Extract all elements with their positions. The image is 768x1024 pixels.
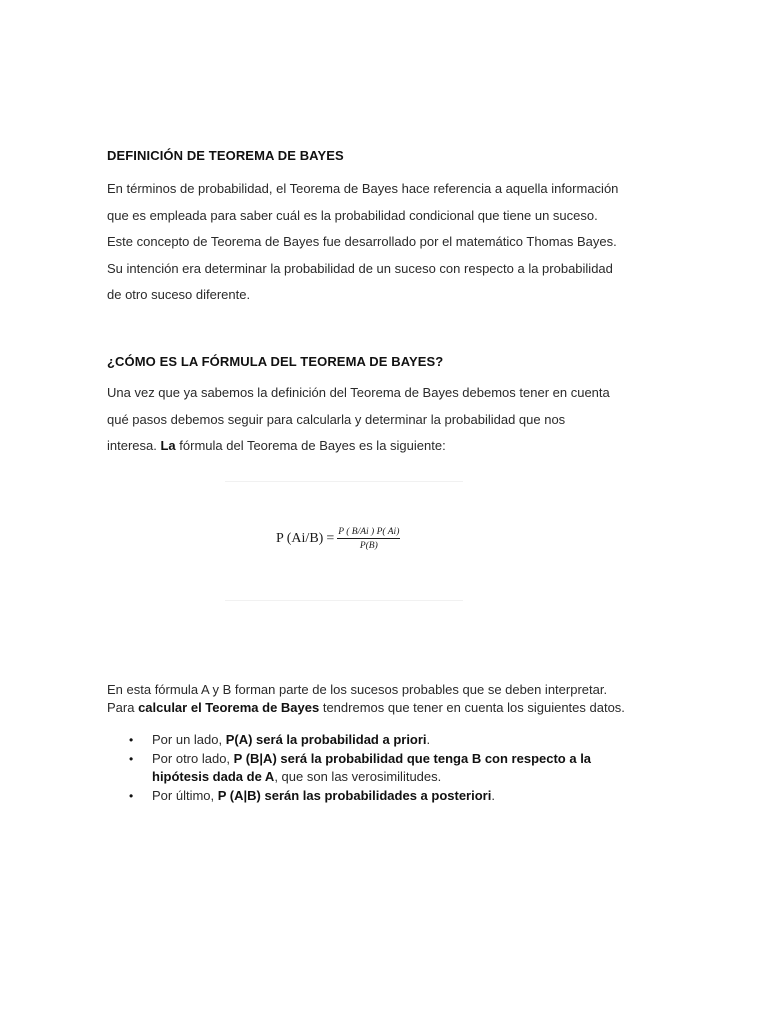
text-run: Por otro lado,: [152, 750, 234, 766]
list-item-text: [152, 750, 692, 769]
list-item: [107, 750, 692, 787]
bold-text: La: [160, 438, 176, 453]
paragraph-definition: [107, 176, 667, 309]
formula-numerator: P ( B/Ai ) P( Ai): [338, 527, 400, 537]
paragraph-line: qué pasos debemos seguir para calcularla y determinar la probabilidad que nos: [107, 411, 566, 427]
section-heading-formula: ¿CÓMO ES LA FÓRMULA DEL TEOREMA DE BAYES?: [107, 354, 444, 369]
paragraph-line: [107, 433, 667, 460]
text-run: Por un lado,: [152, 732, 226, 747]
text-run: .: [491, 787, 495, 803]
paragraph-line: Su intención era determinar la probabilidad de un suceso con respecto a la probabilidad: [107, 260, 613, 276]
formula-equals: =: [326, 531, 335, 546]
paragraph-line: que es empleada para saber cuál es la probabilidad condicional que tiene un suceso.: [107, 207, 598, 223]
paragraph-line: [107, 699, 667, 717]
bold-text: P (B|A) será la probabilidad que tenga B con respecto a la: [233, 750, 592, 766]
bayes-formula: [276, 527, 400, 551]
text-run: fórmula del Teorema de Bayes es la siguiente:: [175, 438, 446, 453]
bullet-icon: •: [129, 751, 134, 766]
bold-text: P (A|B) serán las probabilidades a posteriori: [217, 787, 492, 803]
list-item: [107, 787, 692, 806]
formula-fraction: [337, 527, 400, 551]
paragraph-line: En esta fórmula A y B forman parte de los sucesos probables que se deben interpretar.: [107, 682, 608, 697]
list-item-text: [152, 787, 692, 806]
text-run: , que son las verosimilitudes.: [274, 769, 442, 784]
list-item: [107, 731, 692, 750]
paragraph-line: Una vez que ya sabemos la definición del Teorema de Bayes debemos tener en cuenta: [107, 385, 610, 400]
formula-lhs: P (Ai/B): [276, 531, 324, 546]
text-run: .: [426, 732, 431, 747]
paragraph-line: Este concepto de Teorema de Bayes fue desarrollado por el matemático Thomas Bayes.: [107, 234, 617, 249]
bold-text: P(A) será la probabilidad a priori: [225, 732, 427, 747]
paragraph-formula-intro: [107, 380, 667, 460]
section-heading-definition: DEFINICIÓN DE TEOREMA DE BAYES: [107, 148, 344, 163]
list-item-text: [152, 731, 692, 750]
bullet-icon: •: [129, 788, 134, 803]
bold-text: calcular el Teorema de Bayes: [138, 699, 320, 715]
bullet-icon: •: [129, 733, 134, 747]
text-run: Por último,: [152, 787, 218, 803]
bullet-list: [107, 731, 692, 805]
paragraph-data-intro: [107, 681, 667, 716]
paragraph-line: En términos de probabilidad, el Teorema de Bayes hace referencia a aquella información: [107, 181, 619, 196]
paragraph-line: de otro suceso diferente.: [107, 287, 251, 302]
text-run: Para: [107, 699, 139, 715]
text-run: interesa.: [107, 438, 161, 453]
formula-denominator: P(B): [359, 541, 378, 551]
text-run: tendremos que tener en cuenta los siguientes datos.: [319, 699, 625, 715]
list-item-text-continued: [152, 768, 692, 787]
bold-text: hipótesis dada de A: [152, 769, 275, 784]
